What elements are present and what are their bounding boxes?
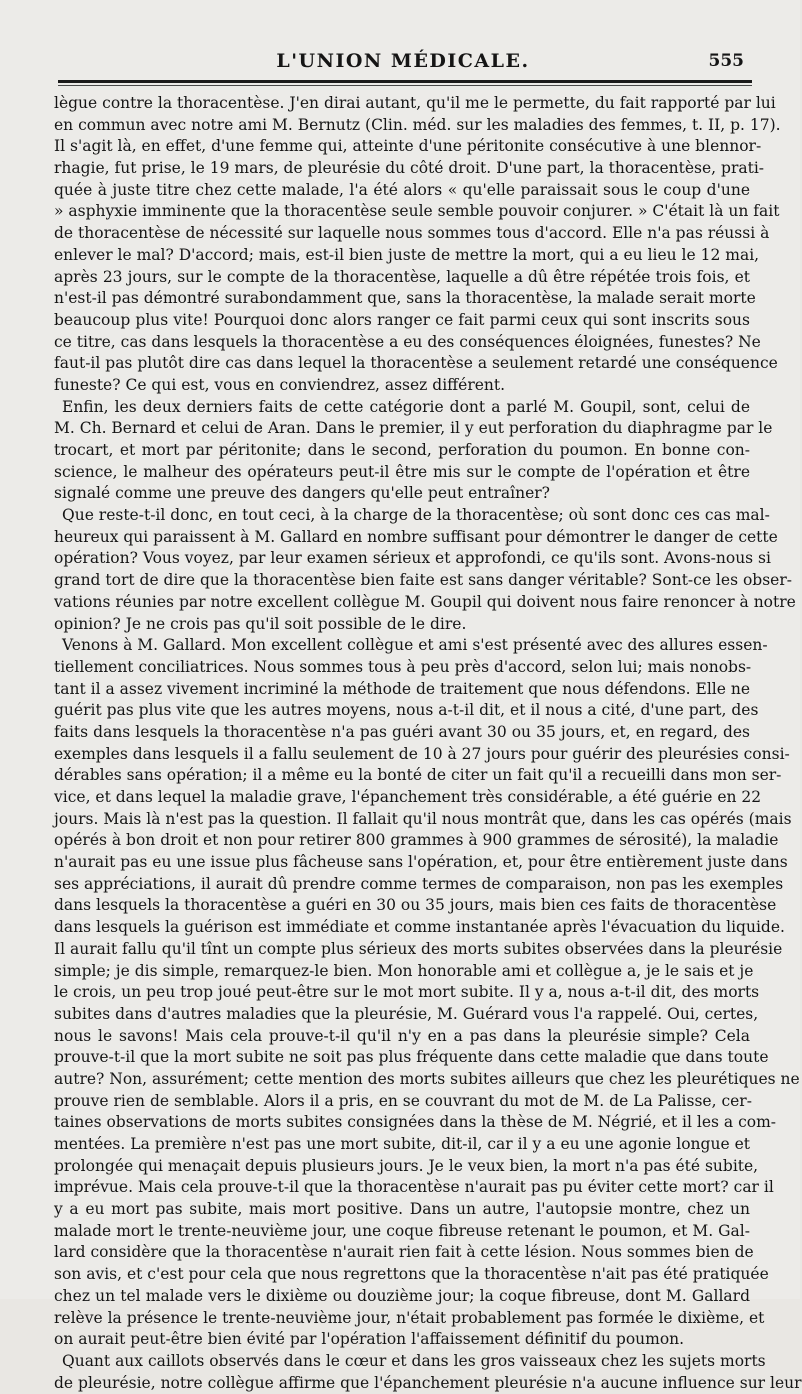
text-line: y a eu mort pas subite, mais mort positive. Dans un autre, l'autopsie montre, chez un <box>54 1200 750 1219</box>
text-line: malade mort le trente-neuvième jour, une coque fibreuse retenant le poumon, et M. Gal- <box>54 1221 750 1240</box>
text-line: en commun avec notre ami M. Bernutz (Clin. méd. sur les maladies des femmes, t. II, p. 17). <box>54 115 781 134</box>
text-line: M. Ch. Bernard et celui de Aran. Dans le premier, il y eut perforation du diaphragme par le <box>54 419 773 438</box>
text-line: Que reste-t-il donc, en tout ceci, à la charge de la thoracentèse; où sont donc ces cas mal- <box>62 506 770 525</box>
text-line: » asphyxie imminente que la thoracentèse seule semble pouvoir conjurer. » C'était là un fait <box>54 202 780 221</box>
text-line: on aurait peut-être bien évité par l'opération l'affaissement définitif du poumon. <box>54 1330 685 1349</box>
text-line: science, le malheur des opérateurs peut-il être mis sur le compte de l'opération et être <box>54 462 750 481</box>
text-line: trocart, et mort par péritonite; dans le second, perforation du poumon. En bonne con- <box>54 441 750 459</box>
text-line: vice, et dans lequel la maladie grave, l'épanchement très considérable, a été guérie en 22 <box>54 788 762 806</box>
text-line: subites dans d'autres maladies que la pleurésie, M. Guérard vous l'a rappelé. Oui, certes, <box>54 1004 759 1023</box>
text-line: rhagie, fut prise, le 19 mars, de pleurésie du côté droit. D'une part, la thoracentèse, prati- <box>54 159 765 178</box>
text-line: prouve-t-il que la mort subite ne soit pas plus fréquente dans cette maladie que dans toute <box>54 1048 769 1067</box>
page-header <box>58 48 748 80</box>
header-rule-thin <box>58 85 752 86</box>
header-rule <box>58 80 752 83</box>
text-line: signalé comme une preuve des dangers qu'elle peut entraîner? <box>54 484 550 503</box>
text-line: prouve rien de semblable. Alors il a pris, en se couvrant du mot de M. de La Palisse, cer- <box>54 1091 752 1110</box>
text-line: autre? Non, assurément; cette mention des morts subites ailleurs que chez les pleurétiques ne <box>54 1069 800 1088</box>
text-line: prolongée qui menaçait depuis plusieurs jours. Je le veux bien, la mort n'a pas été subite, <box>54 1156 759 1175</box>
text-line: Il aurait fallu qu'il tînt un compte plus sérieux des morts subites observées dans la pleurésie <box>54 939 783 958</box>
text-line: après 23 jours, sur le compte de la thoracentèse, laquelle a dû être répétée trois fois, et <box>54 267 750 286</box>
text-line: exemples dans lesquels il a fallu seulement de 10 à 27 jours pour guérir des pleurésies consi- <box>54 744 790 763</box>
text-line: ce titre, cas dans lesquels la thoracentèse a eu des conséquences éloignées, funestes? Ne <box>54 332 761 351</box>
text-line: ses appréciations, il aurait dû prendre comme termes de comparaison, non pas les exemples <box>54 874 784 893</box>
text-line: heureux qui paraissent à M. Gallard en nombre suffisant pour démontrer le danger de cette <box>54 527 778 546</box>
text-line: nous le savons! Mais cela prouve-t-il qu'il n'y en a pas dans la pleurésie simple? Cela <box>54 1026 750 1045</box>
text-line: taines observations de morts subites consignées dans la thèse de M. Négrié, et il les a com- <box>54 1113 777 1132</box>
text-line: guérit pas plus vite que les autres moyens, nous a-t-il dit, et il nous a cité, d'une part, des <box>54 701 759 720</box>
text-line: n'aurait pas eu une issue plus fâcheuse sans l'opération, et, pour être entièrement juste dans <box>54 853 788 872</box>
body-text <box>54 93 802 1394</box>
text-line: enlever le mal? D'accord; mais, est-il bien juste de mettre la mort, qui a eu lieu le 12 mai, <box>54 245 760 264</box>
text-line: dans lesquels la thoracentèse a guéri en 30 ou 35 jours, mais bien ces faits de thoracentèse <box>54 896 777 915</box>
running-title: L'UNION MÉDICALE. <box>276 50 530 72</box>
page-number: 555 <box>708 51 744 71</box>
text-line: Venons à M. Gallard. Mon excellent collègue et ami s'est présenté avec des allures essen- <box>62 636 768 655</box>
text-line: opinion? Je ne crois pas qu'il soit possible de le dire. <box>54 614 467 633</box>
text-line: Enfin, les deux derniers faits de cette catégorie dont a parlé M. Goupil, sont, celui de <box>62 397 750 416</box>
text-line: dérables sans opération; il a même eu la bonté de citer un fait qu'il a recueilli dans mon ser- <box>54 766 782 785</box>
text-line: lard considère que la thoracentèse n'aurait rien fait à cette lésion. Nous sommes bien de <box>54 1243 754 1262</box>
text-line: lègue contre la thoracentèse. J'en dirai autant, qu'il me le permette, du fait rapporté par lui <box>54 94 776 112</box>
text-line: dans lesquels la guérison est immédiate et comme instantanée après l'évacuation du liquide. <box>54 918 785 937</box>
text-line: tiellement conciliatrices. Nous sommes tous à peu près d'accord, selon lui; mais nonobs- <box>54 657 752 676</box>
text-line: beaucoup plus vite! Pourquoi donc alors ranger ce fait parmi ceux qui sont inscrits sous <box>54 310 750 329</box>
text-line: funeste? Ce qui est, vous en conviendrez, assez différent. <box>54 375 506 394</box>
text-line: relève la présence le trente-neuvième jour, n'était probablement pas formée le dixième, et <box>54 1308 765 1327</box>
text-line: vations réunies par notre excellent collègue M. Goupil qui doivent nous faire renoncer à notre <box>54 592 796 611</box>
text-line: tant il a assez vivement incriminé la méthode de traitement que nous défendons. Elle ne <box>54 679 750 698</box>
text-line: n'est-il pas démontré surabondamment que, sans la thoracentèse, la malade serait morte <box>54 289 756 308</box>
text-line: opérés à bon droit et non pour retirer 800 grammes à 900 grammes de sérosité), la maladie <box>54 831 779 850</box>
text-line: opération? Vous voyez, par leur examen sérieux et approfondi, ce qu'ils sont. Avons-nous si <box>54 549 771 568</box>
text-line: quée à juste titre chez cette malade, l'a été alors « qu'elle paraissait sous le coup d'une <box>54 180 750 199</box>
text-line: Quant aux caillots observés dans le cœur et dans les gros vaisseaux chez les sujets morts <box>62 1351 766 1370</box>
text-line: simple; je dis simple, remarquez-le bien. Mon honorable ami et collègue a, je le sais et je <box>54 961 754 980</box>
text-line: faits dans lesquels la thoracentèse n'a pas guéri avant 30 ou 35 jours, et, en regard, des <box>54 722 750 741</box>
text-line: de thoracentèse de nécessité sur laquelle nous sommes tous d'accord. Elle n'a pas réussi à <box>54 224 770 243</box>
text-line: imprévue. Mais cela prouve-t-il que la thoracentèse n'aurait pas pu éviter cette mort? car il <box>54 1178 774 1197</box>
text-line: grand tort de dire que la thoracentèse bien faite est sans danger véritable? Sont-ce les obser- <box>54 571 792 590</box>
text-line: Il s'agit là, en effet, d'une femme qui, atteinte d'une péritonite consécutive à une blennor- <box>54 137 762 156</box>
text-line: jours. Mais là n'est pas la question. Il fallait qu'il nous montrât que, dans les cas opérés (mais <box>54 809 792 828</box>
text-line: son avis, et c'est pour cela que nous regrettons que la thoracentèse n'ait pas été pratiquée <box>54 1265 769 1284</box>
text-line: le crois, un peu trop joué peut-être sur le mot mort subite. Il y a, nous a-t-il dit, des morts <box>54 983 760 1002</box>
text-line: chez un tel malade vers le dixième ou douzième jour; la coque fibreuse, dont M. Gallard <box>54 1286 750 1305</box>
text-line: de pleurésie, notre collègue affirme que l'épanchement pleurésie n'a aucune influence sur leur <box>54 1373 802 1392</box>
text-line: mentées. La première n'est pas une mort subite, dit-il, car il y a eu une agonie longue et <box>54 1135 750 1153</box>
text-line: faut-il pas plutôt dire cas dans lequel la thoracentèse a seulement retardé une conséquence <box>54 354 778 373</box>
